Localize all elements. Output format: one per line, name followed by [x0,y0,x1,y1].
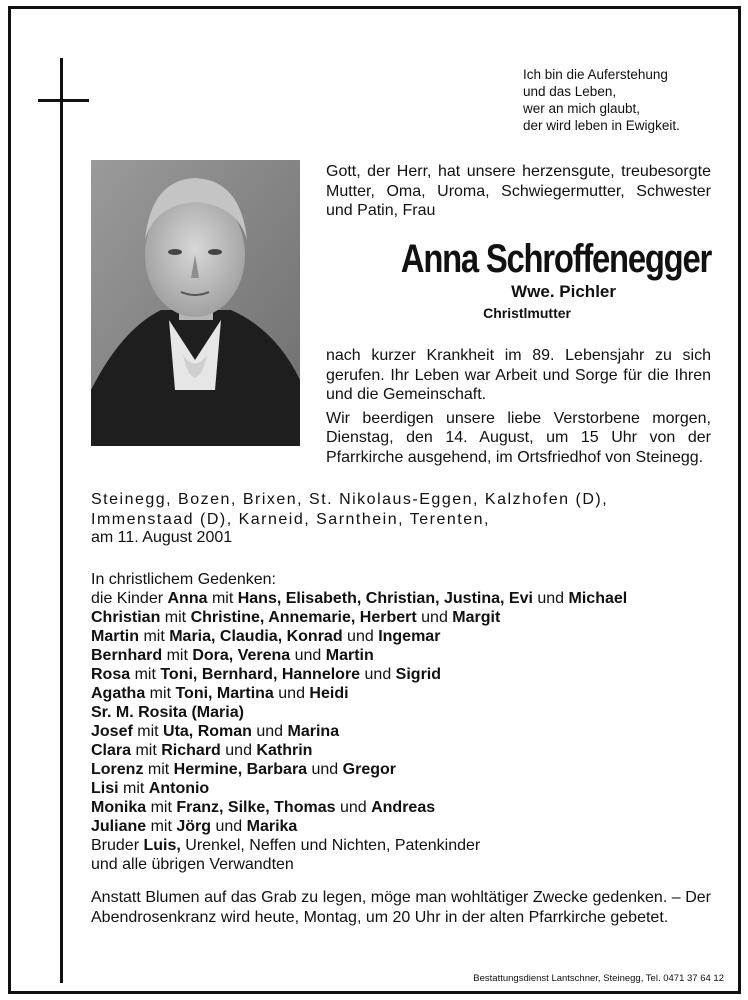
intro-text: Gott, der Herr, hat unsere herzensgute, treubesorgte Mutter, Oma, Uroma, Schwiegermutter, Schwester und Patin, Frau [326,163,711,219]
mourner-name: Toni, Bernhard, Hannelore [160,666,361,683]
mourner-name: Sr. M. Rosita (Maria) [91,704,244,721]
mourner-name: Bernhard [91,647,163,664]
mourner-connector: und [307,761,343,778]
mourner-name: Lisi [91,780,119,797]
mourner-name: Monika [91,799,147,816]
mourner-connector: Urenkel, Neffen und Nichten, Patenkinder [180,837,481,854]
mourner-line [91,684,731,703]
mourner-connector: und [290,647,326,664]
mourner-name: Luis, [143,837,181,854]
mourner-line [91,798,731,817]
mourner-name: Toni, Martina [175,685,274,702]
mourner-name: Dora, Verena [192,647,291,664]
mourner-name: Marina [287,723,340,740]
verse-line: Ich bin die Auferstehung [523,67,668,82]
mourner-connector: mit [160,609,191,626]
widow-name: Wwe. Pichler [511,282,616,301]
cross-icon-vertical [60,58,63,983]
mourner-name: Josef [91,723,133,740]
mourner-connector: mit [146,818,177,835]
mourner-name: Margit [452,609,501,626]
mourner-line [91,817,731,836]
mourners-section [91,570,731,874]
mourner-name: Heidi [309,685,349,702]
mourner-connector: mit [118,780,149,797]
mourner-connector: mit [146,799,177,816]
mourner-connector: die Kinder [91,590,168,607]
mourner-name: Marika [246,818,298,835]
mourner-line [91,627,731,646]
death-paragraph: nach kurzer Krankheit im 89. Lebensjahr zu sich gerufen. Ihr Leben war Arbeit und Sorge für die Ihren und die Gemeinschaft. [326,347,711,403]
places-list: Steinegg, Bozen, Brixen, St. Nikolaus-Eggen, Kalzhofen (D), Immenstaad (D), Karneid, Sarnthein, Terenten, [91,491,609,528]
verse-line: wer an mich glaubt, [523,101,641,116]
announcement-body [326,346,711,471]
mourners-list [91,589,731,874]
portrait-photo-icon [91,160,300,446]
mourner-name: Maria, Claudia, Konrad [169,628,343,645]
mourner-name: Antonio [148,780,210,797]
mourner-connector: mit [145,685,176,702]
mourner-name: Michael [568,590,628,607]
mourner-connector: und alle übrigen Verwandten [91,856,294,873]
mourner-connector: mit [143,761,174,778]
mourner-name: Uta, Roman [163,723,252,740]
bible-verse [523,66,680,134]
mourner-connector: und [342,628,379,645]
mourner-name: Lorenz [91,761,144,778]
mourner-connector: und [335,799,372,816]
mourner-line [91,741,731,760]
mourner-connector: und [211,818,247,835]
mourner-line [91,836,731,855]
mourner-name: Jörg [176,818,212,835]
mourner-line [91,703,731,722]
mourner-name: Ingemar [378,628,441,645]
mourner-line [91,779,731,798]
verse-line: und das Leben, [523,84,617,99]
mourner-name: Gregor [342,761,396,778]
mourner-connector: mit [131,742,162,759]
mourner-name: Martin [91,628,139,645]
mourner-connector: mit [207,590,238,607]
mourner-connector: mit [130,666,161,683]
mourner-name: Hermine, Barbara [173,761,308,778]
role-title: Christlmutter [483,305,571,321]
mourner-name: Martin [325,647,374,664]
mourner-name: Richard [161,742,221,759]
funeral-service-footer: Bestattungsdienst Lantschner, Steinegg, Tel. 0471 37 64 12 [473,973,724,984]
mourner-connector: und [416,609,453,626]
mourner-name: Anna [167,590,208,607]
mourner-name: Clara [91,742,132,759]
mourner-line [91,665,731,684]
mourner-name: Agatha [91,685,146,702]
mourner-name: Kathrin [256,742,313,759]
mourner-connector: mit [132,723,164,740]
mourner-line [91,722,731,741]
mourner-line [91,646,731,665]
mourner-connector: und [251,723,288,740]
mourner-name: Rosa [91,666,131,683]
mourner-line [91,855,731,874]
mourner-connector: Bruder [91,837,144,854]
mourner-connector: und [360,666,396,683]
mourner-connector: und [532,590,569,607]
mourner-name: Christine, Annemarie, Herbert [190,609,417,626]
cross-icon-horizontal [38,99,89,102]
funeral-paragraph: Wir beerdigen unsere liebe Verstorbene morgen, Dienstag, den 14. August, um 15 Uhr von der Pfarrkirche ausgehend, im Ortsfriedhof von Steinegg. [326,409,711,466]
mourner-name: Hans, Elisabeth, Christian, Justina, Evi [237,590,533,607]
deceased-name: Anna Schroffenegger [400,237,711,281]
mourner-connector: und [273,685,310,702]
mourner-line [91,760,731,779]
mourner-name: Franz, Silke, Thomas [176,799,336,816]
mourner-line [91,608,731,627]
mourner-connector: mit [139,628,170,645]
closing-text: Anstatt Blumen auf das Grab zu legen, möge man wohltätiger Zwecke gedenken. – Der Abendrosenkranz wird heute, Montag, um 20 Uhr in der alten Pfarrkirche gebetet. [91,889,711,926]
mourners-intro: In christlichem Gedenken: [91,571,276,588]
mourner-name: Juliane [91,818,147,835]
mourner-connector: und [220,742,257,759]
mourner-name: Sigrid [395,666,442,683]
mourner-name: Christian [91,609,161,626]
mourner-line [91,589,731,608]
verse-line: der wird leben in Ewigkeit. [523,118,680,133]
announcement-date: am 11. August 2001 [91,529,233,546]
mourner-name: Andreas [371,799,436,816]
mourner-connector: mit [162,647,193,664]
